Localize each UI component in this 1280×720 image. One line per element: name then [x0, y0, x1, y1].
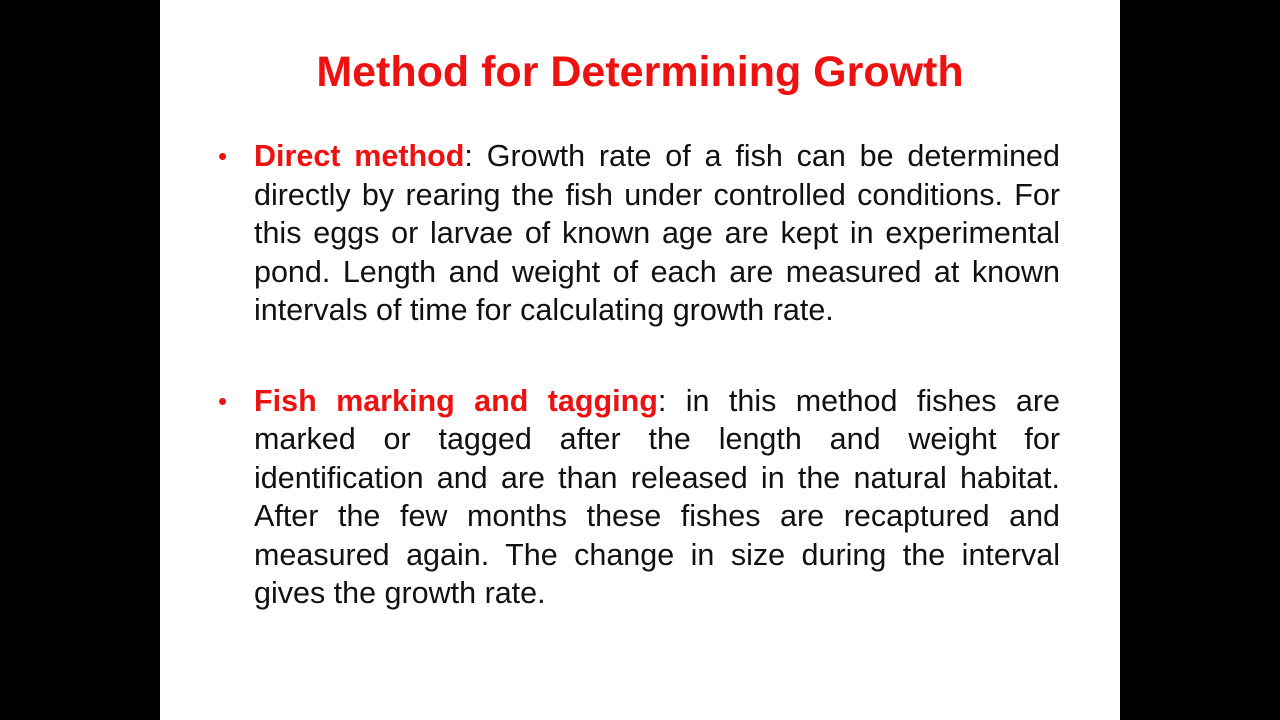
bullet-text: in this method fishes are marked or tagged after the length and weight for identification and are than released in the natural habitat. After the few months these fishes are recaptured and measured again. The change in size during the interval gives the growth rate.: [254, 383, 1061, 610]
bullet-list: [218, 137, 1060, 613]
bullet-item-direct-method: [218, 137, 1060, 330]
slide-title: Method for Determining Growth: [316, 48, 964, 96]
bullet-dot-icon: •: [218, 385, 228, 416]
bullet-separator: :: [464, 139, 473, 173]
bullet-separator: :: [657, 383, 667, 418]
bullet-text: Growth rate of a fish can be determined directly by rearing the fish under controlled conditions. For this eggs or larvae of known age are kept in experimental pond. Length and weight of each are measured at known intervals of time for calculating growth rate.: [254, 139, 1060, 327]
bullet-term: Fish marking and tagging: [254, 383, 658, 418]
bullet-dot-icon: •: [218, 141, 228, 171]
bullet-term: Direct method: [254, 139, 465, 173]
bullet-item-fish-marking: [218, 382, 1060, 613]
slide: [160, 0, 1120, 720]
